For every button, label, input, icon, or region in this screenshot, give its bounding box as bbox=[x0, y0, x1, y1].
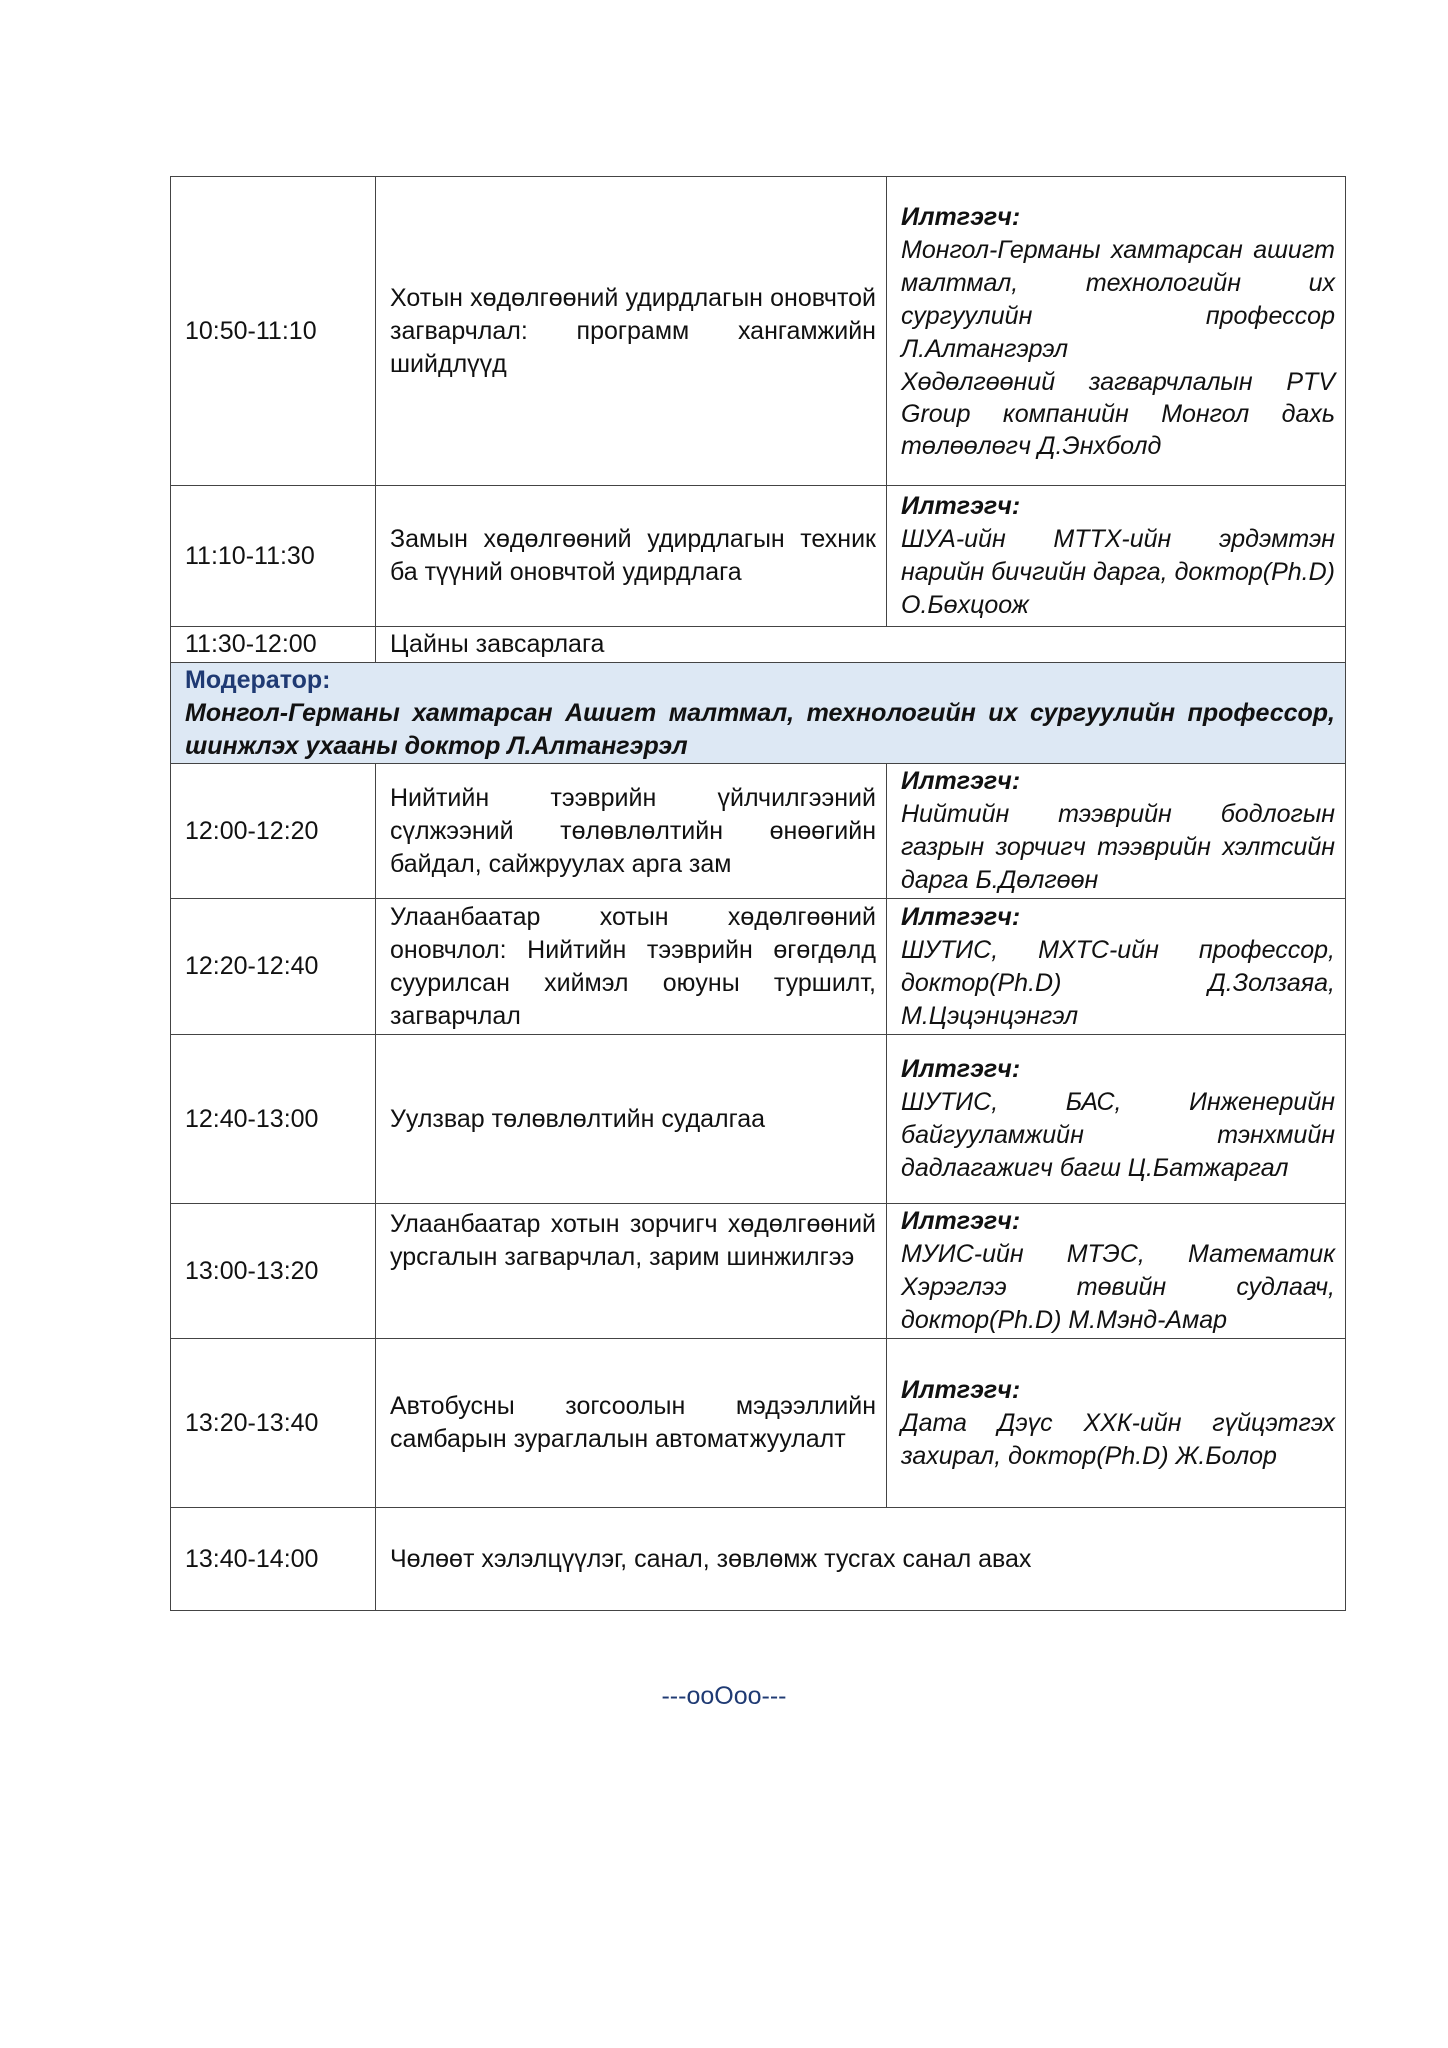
moderator-text: Монгол-Германы хамтарсан Ашигт малтмал, технологийн их сургуулийн профессор, шинжлэх ухааны доктор Л.Алтангэрэл bbox=[185, 698, 1335, 760]
speaker-label: Илтгэгч: bbox=[901, 1207, 1021, 1235]
topic-cell: Автобусны зогсоолын мэдээллийн самбарын зураглалын автоматжуулалт bbox=[376, 1339, 887, 1508]
speaker-label: Илтгэгч: bbox=[901, 902, 1021, 931]
speaker-label: Илтгэгч: bbox=[901, 767, 1021, 795]
speaker-text: Дата Дэүс ХХК-ийн гүйцэтгэх захирал, доктор(Ph.D) Ж.Болор bbox=[901, 1408, 1335, 1470]
time-cell: 11:30-12:00 bbox=[171, 627, 376, 663]
topic-cell: Хотын хөдөлгөөний удирдлагын оновчтой загварчлал: программ хангамжийн шийдлүүд bbox=[376, 177, 887, 486]
table-row-break bbox=[171, 1508, 1346, 1611]
speaker-cell bbox=[887, 177, 1346, 486]
break-cell: Цайны завсарлага bbox=[376, 627, 1346, 663]
table-row bbox=[171, 899, 1346, 1035]
time-cell: 13:40-14:00 bbox=[171, 1508, 376, 1611]
moderator-cell bbox=[171, 663, 1346, 764]
speaker-label: Илтгэгч: bbox=[901, 1055, 1021, 1083]
speaker-label: Илтгэгч: bbox=[901, 1375, 1021, 1404]
time-cell: 13:00-13:20 bbox=[171, 1204, 376, 1339]
agenda-table bbox=[170, 176, 1346, 1611]
moderator-row bbox=[171, 663, 1346, 764]
speaker-cell bbox=[887, 764, 1346, 899]
table-row-break bbox=[171, 627, 1346, 663]
discussion-cell: Чөлөөт хэлэлцүүлэг, санал, зөвлөмж тусгах санал авах bbox=[376, 1508, 1346, 1611]
table-row bbox=[171, 1339, 1346, 1508]
speaker-cell bbox=[887, 1035, 1346, 1204]
speaker-text: ШУТИС, БАС, Инженерийн байгууламжийн тэнхмийн дадлагажигч багш Ц.Батжаргал bbox=[901, 1088, 1335, 1182]
speaker-cell bbox=[887, 1339, 1346, 1508]
moderator-label: Модератор: bbox=[185, 665, 331, 694]
speaker-text: МУИС-ийн МТЭС, Математик Хэрэглээ төвийн судлаач, доктор(Ph.D) М.Мэнд-Амар bbox=[901, 1240, 1335, 1334]
speaker-cell bbox=[887, 899, 1346, 1035]
speaker-label: Илтгэгч: bbox=[901, 492, 1021, 520]
topic-cell: Нийтийн тээврийн үйлчилгээний сүлжээний төлөвлөлтийн өнөөгийн байдал, сайжруулах арга зам bbox=[376, 764, 887, 899]
end-marker: ---ooOoo--- bbox=[661, 1682, 787, 1710]
topic-cell: Улаанбаатар хотын хөдөлгөөний оновчлол: Нийтийн тээврийн өгөгдөлд суурилсан хиймэл оюуны туршилт, загварчлал bbox=[376, 899, 887, 1035]
speaker-cell bbox=[887, 1204, 1346, 1339]
time-cell: 12:40-13:00 bbox=[171, 1035, 376, 1204]
table-row bbox=[171, 764, 1346, 899]
time-cell: 13:20-13:40 bbox=[171, 1339, 376, 1508]
topic-cell: Уулзвар төлөвлөлтийн судалгаа bbox=[376, 1035, 887, 1204]
topic-cell: Улаанбаатар хотын зорчигч хөдөлгөөний урсгалын загварчлал, зарим шинжилгээ bbox=[376, 1204, 887, 1339]
speaker-label: Илтгэгч: bbox=[901, 202, 1021, 231]
time-cell: 11:10-11:30 bbox=[171, 486, 376, 627]
speaker-text: Нийтийн тээврийн бодлогын газрын зорчигч тээврийн хэлтсийн дарга Б.Дөлгөөн bbox=[901, 800, 1335, 894]
speaker-cell bbox=[887, 486, 1346, 627]
table-row bbox=[171, 486, 1346, 627]
topic-cell: Замын хөдөлгөөний удирдлагын техник ба түүний оновчтой удирдлага bbox=[376, 486, 887, 627]
speaker-text-2: Хөдөлгөөний загварчлалын PTV Group компанийн Монгол дахь төлөөлөгч Д.Энхболд bbox=[901, 367, 1335, 460]
table-row bbox=[171, 1204, 1346, 1339]
time-cell: 12:20-12:40 bbox=[171, 899, 376, 1035]
time-cell: 12:00-12:20 bbox=[171, 764, 376, 899]
table-row bbox=[171, 1035, 1346, 1204]
speaker-text: Монгол-Германы хамтарсан ашигт малтмал, технологийн их сургуулийн профессор Л.Алтангэрэл bbox=[901, 235, 1335, 363]
speaker-text: ШУТИС, МХТС-ийн профессор, доктор(Ph.D) Д.Золзаяа, М.Цэцэнцэнгэл bbox=[901, 935, 1335, 1030]
speaker-text: ШУА-ийн МТТХ-ийн эрдэмтэн нарийн бичгийн дарга, доктор(Ph.D) О.Бөхцоож bbox=[901, 525, 1335, 619]
table-row bbox=[171, 177, 1346, 486]
time-cell: 10:50-11:10 bbox=[171, 177, 376, 486]
